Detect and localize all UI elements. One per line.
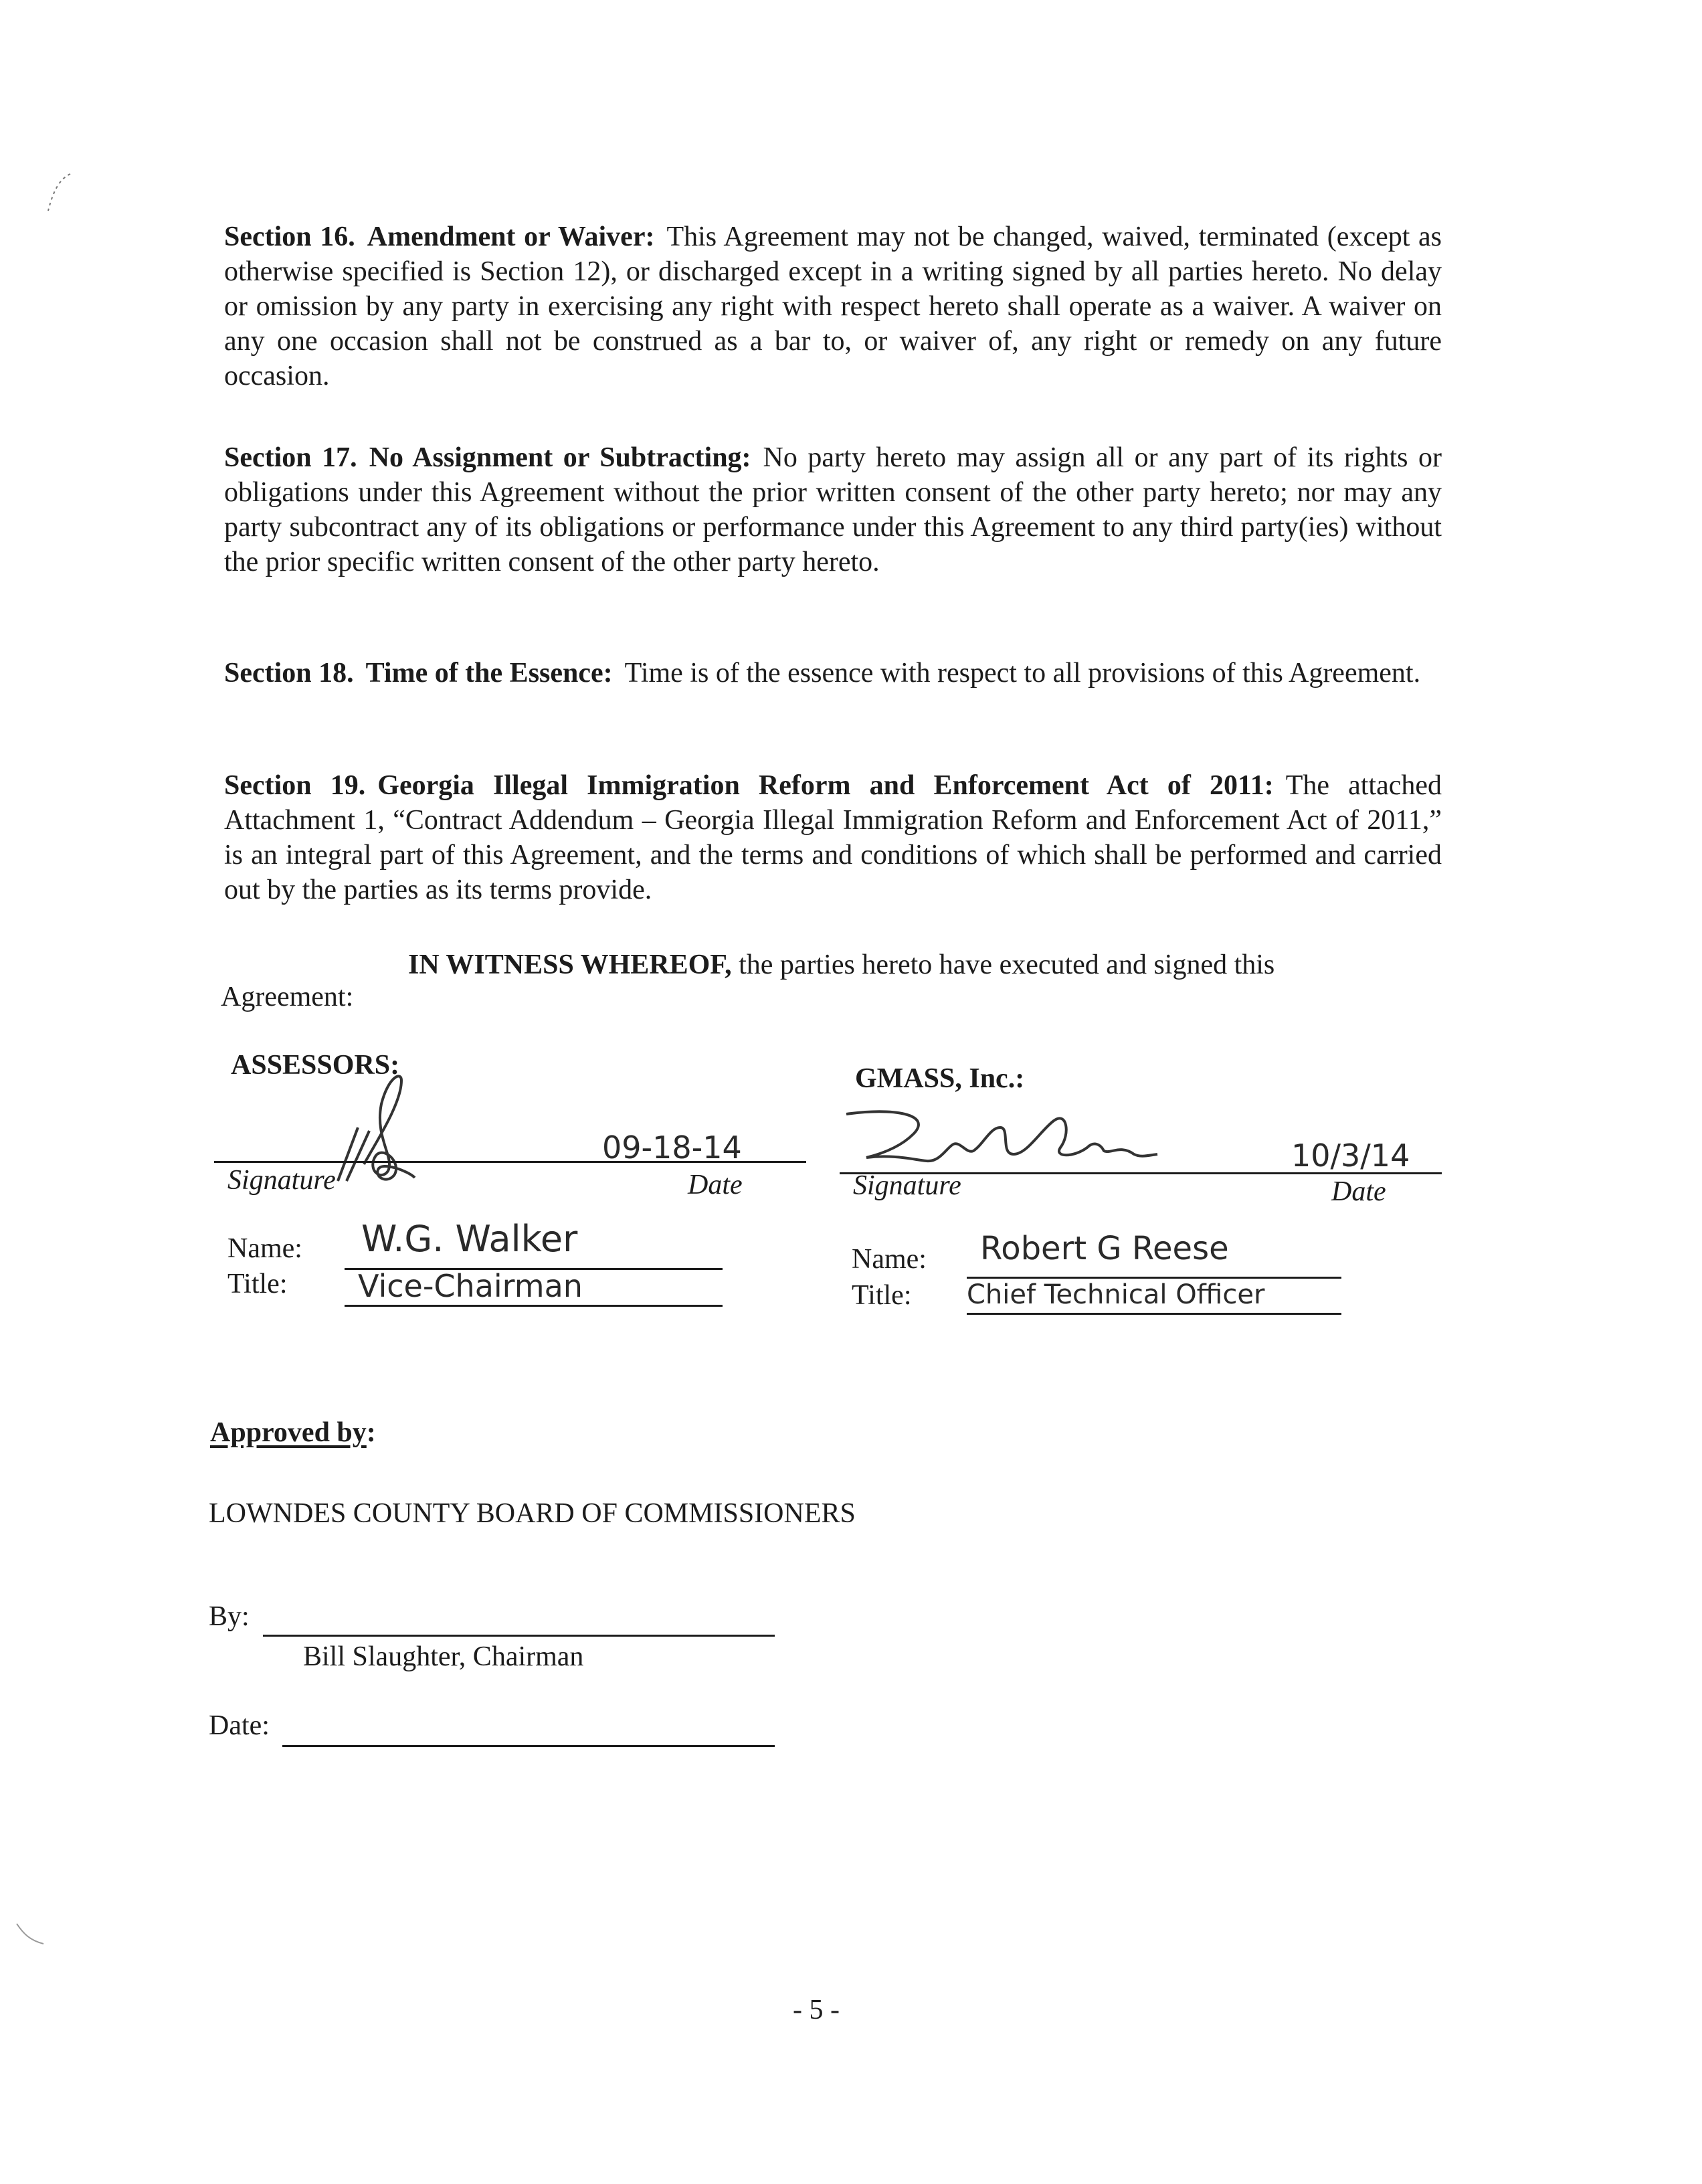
scan-mark [40, 171, 74, 217]
section-number: Section 18. [224, 658, 354, 689]
witness-text: the parties hereto have executed and signed this [739, 949, 1275, 980]
gmass-name-label: Name: [852, 1244, 927, 1275]
section-body: The attached Attachment 1, “Contract Addendum – Georgia Illegal Immigration Reform and Enforcement Act of 2011,” is an integral part of this Agreement, and the terms and conditions of which shall be performed and carried out by the parties as its terms provide. [224, 770, 1442, 905]
gmass-date-label: Date [1331, 1176, 1386, 1207]
assessors-title-label: Title: [227, 1269, 288, 1299]
organization-name: LOWNDES COUNTY BOARD OF COMMISSIONERS [209, 1498, 856, 1529]
approved-by-heading [210, 1417, 376, 1449]
assessors-title-line [345, 1305, 723, 1307]
date-label: Date: [209, 1710, 270, 1741]
section-heading: No Assignment or Subtracting: [369, 442, 751, 473]
gmass-name-line [967, 1277, 1341, 1279]
page-number: - 5 - [793, 1995, 840, 2025]
section-18 [224, 656, 1442, 691]
gmass-date-value: 10/3/14 [1291, 1138, 1410, 1174]
assessors-date-label: Date [688, 1170, 743, 1200]
section-heading: Amendment or Waiver: [367, 221, 655, 252]
by-label: By: [209, 1601, 250, 1632]
section-heading: Time of the Essence: [365, 658, 613, 689]
section-17 [224, 440, 1442, 579]
assessors-heading: ASSESSORS: [231, 1050, 400, 1081]
assessors-name-value: W.G. Walker [361, 1218, 578, 1260]
scan-mark [13, 1920, 47, 1947]
section-16 [224, 219, 1442, 393]
gmass-title-label: Title: [852, 1280, 912, 1311]
section-body: Time is of the essence with respect to all provisions of this Agreement. [624, 658, 1421, 689]
section-number: Section 16. [224, 221, 355, 252]
assessors-title-value: Vice-Chairman [358, 1268, 583, 1304]
gmass-name-value: Robert G Reese [980, 1230, 1229, 1267]
section-number: Section 17. [224, 442, 357, 473]
section-body: This Agreement may not be changed, waived, terminated (except as otherwise specified is Section 12), or discharged except in a writing signed by all parties hereto. No delay or omission by any party in exercising any right with respect hereto shall operate as a waiver. A waiver on any one occasion shall not be construed as a bar to, or waiver of, any right or remedy on any future occasion. [224, 221, 1442, 391]
approved-by-colon: : [366, 1417, 376, 1448]
section-19 [224, 768, 1442, 907]
gmass-signature-label: Signature [853, 1170, 961, 1201]
gmass-title-value: Chief Technical Officer [967, 1279, 1265, 1310]
assessors-name-label: Name: [227, 1233, 302, 1264]
section-heading: Georgia Illegal Immigration Reform and Enforcement Act of 2011: [377, 770, 1274, 801]
section-number: Section 19. [224, 770, 366, 801]
approved-by-label: Approved by [210, 1417, 367, 1448]
signer-name: Bill Slaughter, Chairman [303, 1641, 584, 1672]
witness-end: Agreement: [221, 982, 354, 1012]
section-body: No party hereto may assign all or any part of its rights or obligations under this Agreement without the prior written consent of the other party hereto; nor may any party subcontract any of its obligations or performance under this Agreement to any third party(ies) without the prior specific written consent of the other party hereto. [224, 442, 1442, 577]
by-signature-line [263, 1635, 775, 1637]
gmass-heading: GMASS, Inc.: [855, 1063, 1025, 1094]
gmass-title-line [967, 1313, 1341, 1315]
assessors-signature-label: Signature [227, 1165, 336, 1196]
assessors-date-value: 09-18-14 [602, 1129, 742, 1166]
date-line [282, 1745, 775, 1747]
witness-lead: IN WITNESS WHEREOF, [408, 949, 732, 980]
gmass-signature [840, 1107, 1161, 1174]
witness-clause [408, 949, 1274, 981]
